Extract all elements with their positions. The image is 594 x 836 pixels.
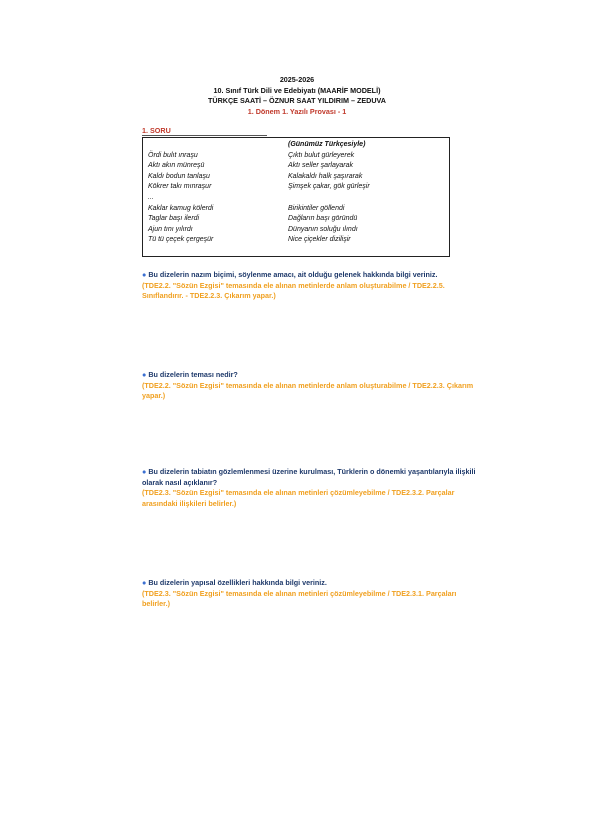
poem-line: Dünyanın soluğu ılındı: [288, 225, 358, 233]
poem-line: Dağların başı göründü: [288, 215, 358, 223]
poem-line: Kalakaldı halk şaşırarak: [288, 172, 363, 180]
poem-line: Ördi bulıt ınraşu: [148, 151, 198, 159]
question-item: [142, 270, 482, 302]
poem-modern-column: [288, 140, 370, 246]
poem-table: [142, 137, 450, 257]
header-year: 2025-2026: [279, 75, 315, 84]
question-text: ● Bu dizelerin tabiatın gözlemlenmesi üzerine kurulması, Türklerin o dönemki yaşantılarıyla ilişkili olarak nasıl açıklanır?: [142, 467, 476, 487]
poem-line: Kökrer takı mınraşur: [148, 183, 212, 191]
poem-modern-heading: (Günümüz Türkçesiyle): [288, 141, 366, 148]
poem-line: Taglar başı ilerdi: [148, 215, 200, 223]
title-underline: [142, 135, 267, 136]
poem-line: Tü tü çeçek çergeşür: [148, 236, 214, 244]
poem-line: Şimşek çakar, gök gürleşir: [288, 183, 370, 191]
header-exam: 1. Dönem 1. Yazılı Provası - 1: [247, 106, 347, 116]
poem-line: Ajun tını yılırdı: [148, 225, 193, 233]
learning-outcome-ref: (TDE2.2. "Sözün Ezgisi" temasında ele alınan metinlerde anlam oluşturabilme / TDE2.2.5. Sınıflandırır. - TDE2.2.3. Çıkarım yapar.): [142, 280, 445, 300]
poem-line: Nice çiçekler dizilişir: [288, 236, 351, 244]
question-number: 1. SORU: [142, 126, 171, 135]
poem-line: Kaklar kamug kölerdi: [148, 204, 214, 212]
question-text: ● Bu dizelerin nazım biçimi, söylenme amacı, ait olduğu gelenek hakkında bilgi veriniz.: [142, 270, 438, 279]
question-item: [142, 467, 482, 509]
question-item: [142, 578, 482, 610]
bullet-icon: ●: [142, 467, 147, 476]
learning-outcome-ref: (TDE2.2. "Sözün Ezgisi" temasında ele alınan metinlerde anlam oluşturabilme / TDE2.2.3. Çıkarım yapar.): [142, 380, 474, 400]
bullet-icon: ●: [142, 270, 147, 279]
header-channel: TÜRKÇE SAATİ – ÖZNUR SAAT YILDIRIM – ZEDUVA: [208, 96, 386, 105]
bullet-icon: ●: [142, 370, 147, 379]
question-text: ● Bu dizelerin yapısal özellikleri hakkında bilgi veriniz.: [142, 578, 327, 587]
header-course: 10. Sınıf Türk Dili ve Edebiyatı (MAARİF MODELİ): [213, 85, 381, 95]
poem-line: [288, 193, 370, 204]
poem-line: [148, 140, 213, 151]
poem-original-column: [148, 140, 213, 246]
learning-outcome-ref: (TDE2.3. "Sözün Ezgisi" temasında ele alınan metinleri çözümleyebilme / TDE2.3.1. Parçaları belirler.): [142, 588, 457, 608]
poem-line: Birikintiler göllendi: [288, 204, 345, 212]
poem-line: Aktı seller şarlayarak: [288, 162, 353, 170]
question-text: ● Bu dizelerin teması nedir?: [142, 370, 238, 379]
poem-line: ...: [148, 193, 154, 201]
poem-line: Aktı akın münreşü: [148, 162, 205, 170]
poem-line: Kaldı bodun tanlaşu: [148, 172, 210, 180]
poem-line: Çıktı bulut gürleyerek: [288, 151, 355, 159]
document-header: [0, 75, 594, 117]
bullet-icon: ●: [142, 578, 147, 587]
learning-outcome-ref: (TDE2.3. "Sözün Ezgisi" temasında ele alınan metinleri çözümleyebilme / TDE2.3.2. Parçalar arasındaki ilişkileri belirler.): [142, 488, 455, 508]
question-item: [142, 370, 482, 402]
